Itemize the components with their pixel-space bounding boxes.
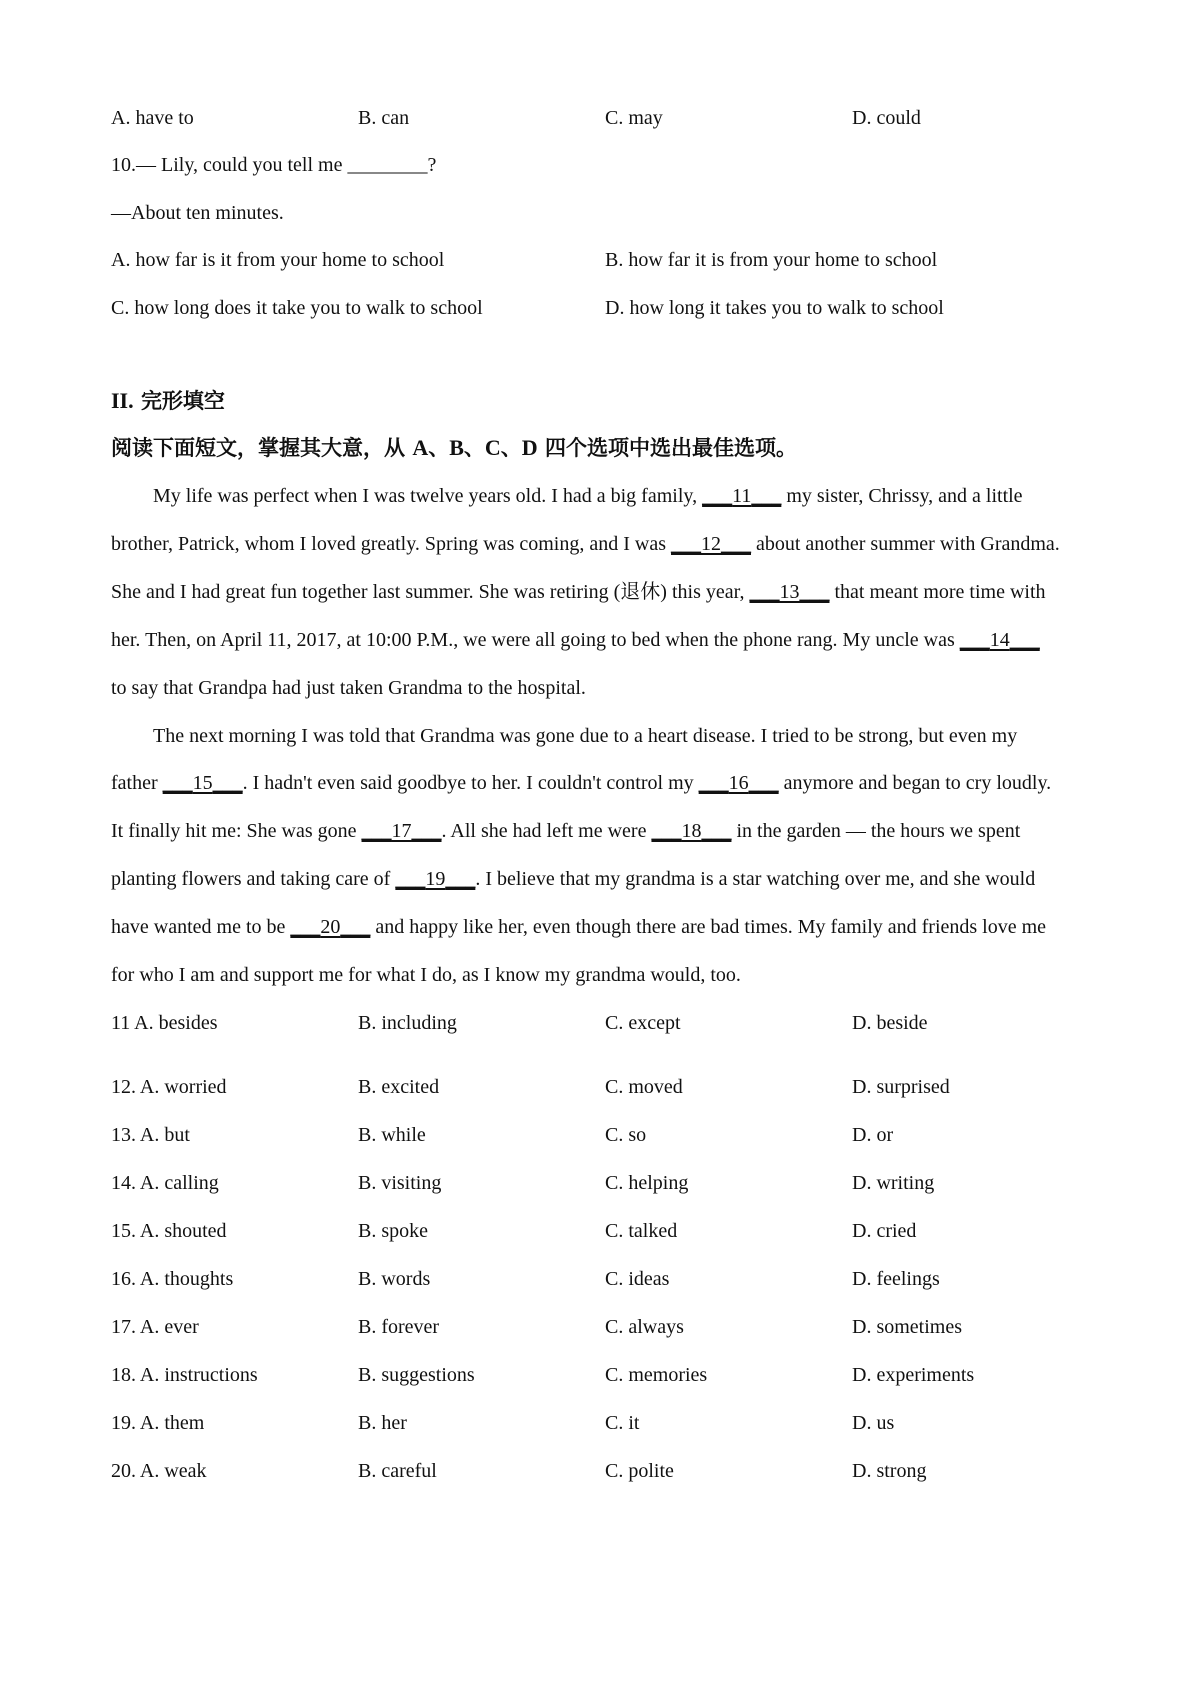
option-row-16: 16. A. thoughts B. words C. ideas D. feelings: [111, 1268, 940, 1290]
option-row-14: 14. A. calling B. visiting C. helping D. writing: [111, 1172, 935, 1194]
passage-line: It finally hit me: She was gone ___17___. All she had left me were ___18___ in the garden — the hours we spent: [111, 820, 1021, 842]
blank-16: ___16___: [698, 772, 779, 794]
option-row-17: 17. A. ever B. forever C. always D. sometimes: [111, 1316, 962, 1338]
q10-prompt: 10.— Lily, could you tell me ________?: [111, 154, 437, 176]
q9-option-c: C. may: [605, 107, 663, 129]
blank-17: ___17___: [361, 820, 442, 842]
section-heading: [111, 389, 225, 413]
passage-line: planting flowers and taking care of ___19___. I believe that my grandma is a star watching over me, and she would: [111, 868, 1036, 890]
passage-line: The next morning I was told that Grandma was gone due to a heart disease. I tried to be strong, but even my: [153, 725, 1018, 747]
q9-option-d: D. could: [852, 107, 921, 129]
q10-option-d: D. how long it takes you to walk to school: [605, 297, 944, 319]
q10-options-row-1: [0, 248, 1200, 272]
passage-line: brother, Patrick, whom I loved greatly. Spring was coming, and I was ___12___ about another summer with Grandma.: [111, 533, 1060, 555]
q10-option-c: C. how long does it take you to walk to school: [111, 297, 483, 319]
blank-18: ___18___: [651, 820, 732, 842]
blank-13: ___13___: [749, 581, 830, 603]
passage-line: for who I am and support me for what I do, as I know my grandma would, too.: [111, 964, 741, 986]
option-row-12: 12. A. worried B. excited C. moved D. surprised: [111, 1076, 950, 1098]
option-row-20: 20. A. weak B. careful C. polite D. strong: [111, 1460, 927, 1482]
blank-14: ___14___: [959, 629, 1040, 651]
passage-line: to say that Grandpa had just taken Grandma to the hospital.: [111, 677, 586, 699]
section-title: 完形填空: [140, 389, 225, 413]
section-roman: II.: [111, 388, 134, 413]
q10-options-row-2: [0, 296, 1200, 320]
option-row-19: 19. A. them B. her C. it D. us: [111, 1412, 895, 1434]
q9-option-b: B. can: [358, 107, 410, 129]
q10-option-a: A. how far is it from your home to school: [111, 249, 445, 271]
passage-line: My life was perfect when I was twelve years old. I had a big family, ___11___ my sister, Chrissy, and a little: [153, 485, 1023, 507]
passage-line: have wanted me to be ___20___ and happy like her, even though there are bad times. My family and friends love me: [111, 916, 1047, 938]
blank-19: ___19___: [395, 868, 476, 890]
passage-line: She and I had great fun together last summer. She was retiring (退休) this year, ___13___ that meant more time with: [111, 581, 1046, 603]
passage-line: her. Then, on April 11, 2017, at 10:00 P.M., we were all going to bed when the phone rang. My uncle was ___14___: [111, 629, 1040, 651]
blank-12: ___12___: [671, 533, 751, 555]
option-row-18: 18. A. instructions B. suggestions C. memories D. experiments: [111, 1364, 975, 1386]
q10-option-b: B. how far it is from your home to school: [605, 249, 938, 271]
option-row-13: 13. A. but B. while C. so D. or: [111, 1124, 894, 1146]
section-instruction: 阅读下面短文，掌握其大意，从 A、B、C、D 四个选项中选出最佳选项。: [111, 435, 797, 460]
passage-line: father ___15___. I hadn't even said goodbye to her. I couldn't control my ___16___ anymore and began to cry loudly.: [111, 772, 1052, 794]
blank-11: ___11___: [702, 485, 782, 507]
option-row-15: 15. A. shouted B. spoke C. talked D. cried: [111, 1220, 917, 1242]
blank-20: ___20___: [290, 916, 371, 938]
option-row-11: 11 A. besides B. including C. except D. beside: [111, 1012, 928, 1034]
q10-answer-line: —About ten minutes.: [111, 202, 284, 224]
blank-15: ___15___: [162, 772, 243, 794]
q9-option-a: A. have to: [111, 107, 194, 129]
q9-options: [0, 106, 1200, 130]
